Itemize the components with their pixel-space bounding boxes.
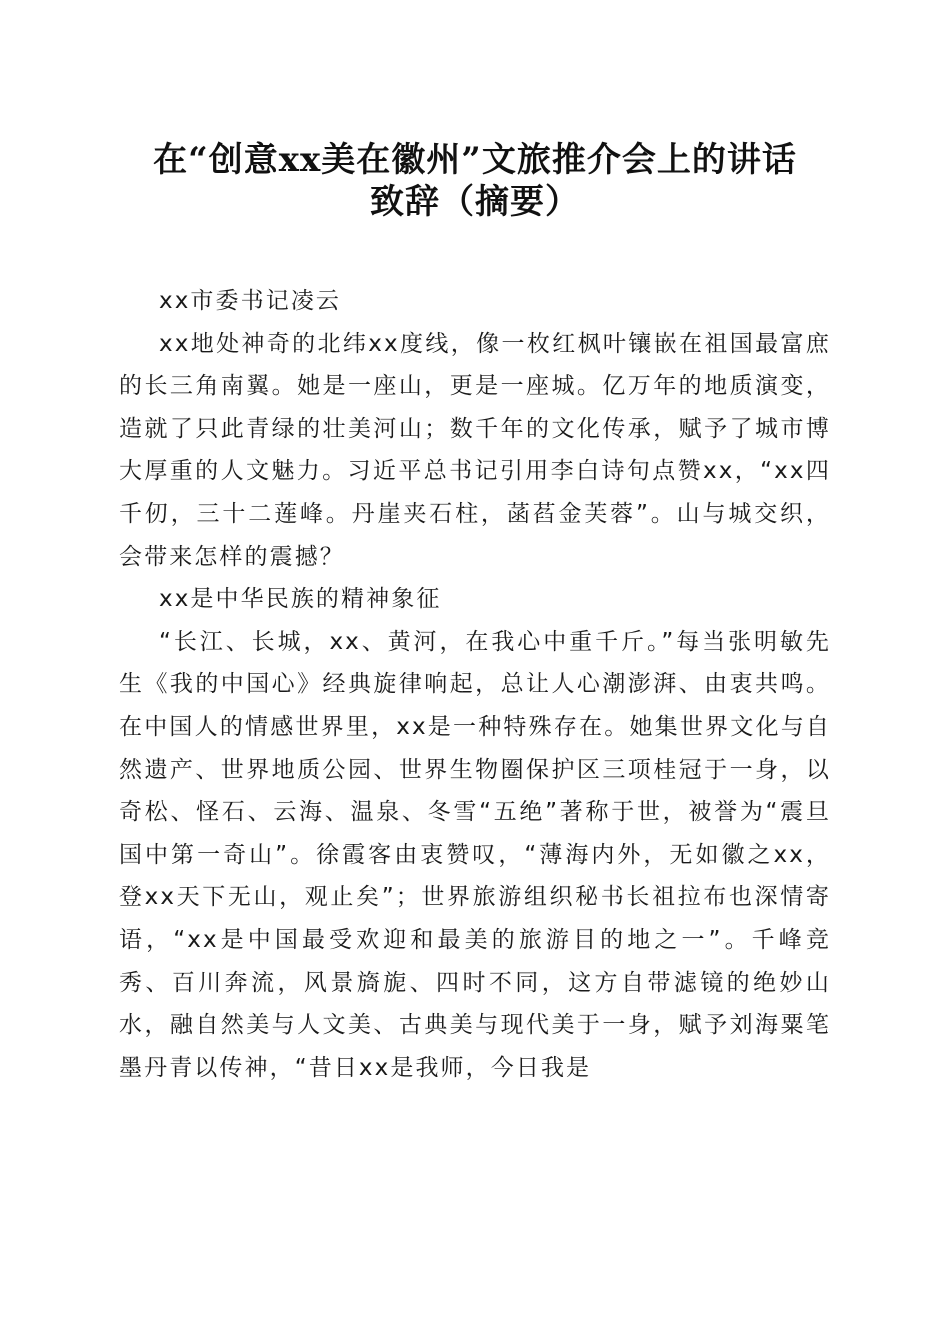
- document-title-line-2: 致辞（摘要）: [370, 182, 580, 222]
- document-title-line-1: 在“创意xx美在徽州”文旅推介会上的讲话: [153, 140, 797, 180]
- body-paragraph: “长江、长城，xx、黄河，在我心中重千斤。”每当张明敏先生《我的中国心》经典旋律响起，总让人心潮澎湃、由衷共鸣。在中国人的情感世界里，xx是一种特殊存在。她集世界文化与自然遗产、世界地质公园、世界生物圈保护区三项桂冠于一身，以奇松、怪石、云海、温泉、冬雪“五绝”著称于世，被誉为“震旦国中第一奇山”。徐霞客由衷赞叹，“薄海内外，无如徽之xx，登xx天下无山，观止矣”；世界旅游组织秘书长祖拉布也深情寄语，“xx是中国最受欢迎和最美的旅游目的地之一”。千峰竞秀、百川奔流，风景旖旎、四时不同，这方自带滤镜的绝妙山水，融自然美与人文美、古典美与现代美于一身，赋予刘海粟笔墨丹青以传神，“昔日xx是我师，今日我是: [119, 628, 831, 1081]
- document-body: [119, 280, 831, 1089]
- body-paragraph: xx地处神奇的北纬xx度线，像一枚红枫叶镶嵌在祖国最富庶的长三角南翼。她是一座山，更是一座城。亿万年的地质演变，造就了只此青绿的壮美河山；数千年的文化传承，赋予了城市博大厚重的人文魅力。习近平总书记引用李白诗句点赞xx，“xx四千仞，三十二莲峰。丹崖夹石柱，菡萏金芙蓉”。山与城交织，会带来怎样的震撼？: [119, 330, 831, 570]
- author-line: xx市委书记凌云: [159, 288, 342, 314]
- section-heading: xx是中华民族的精神象征: [159, 586, 442, 613]
